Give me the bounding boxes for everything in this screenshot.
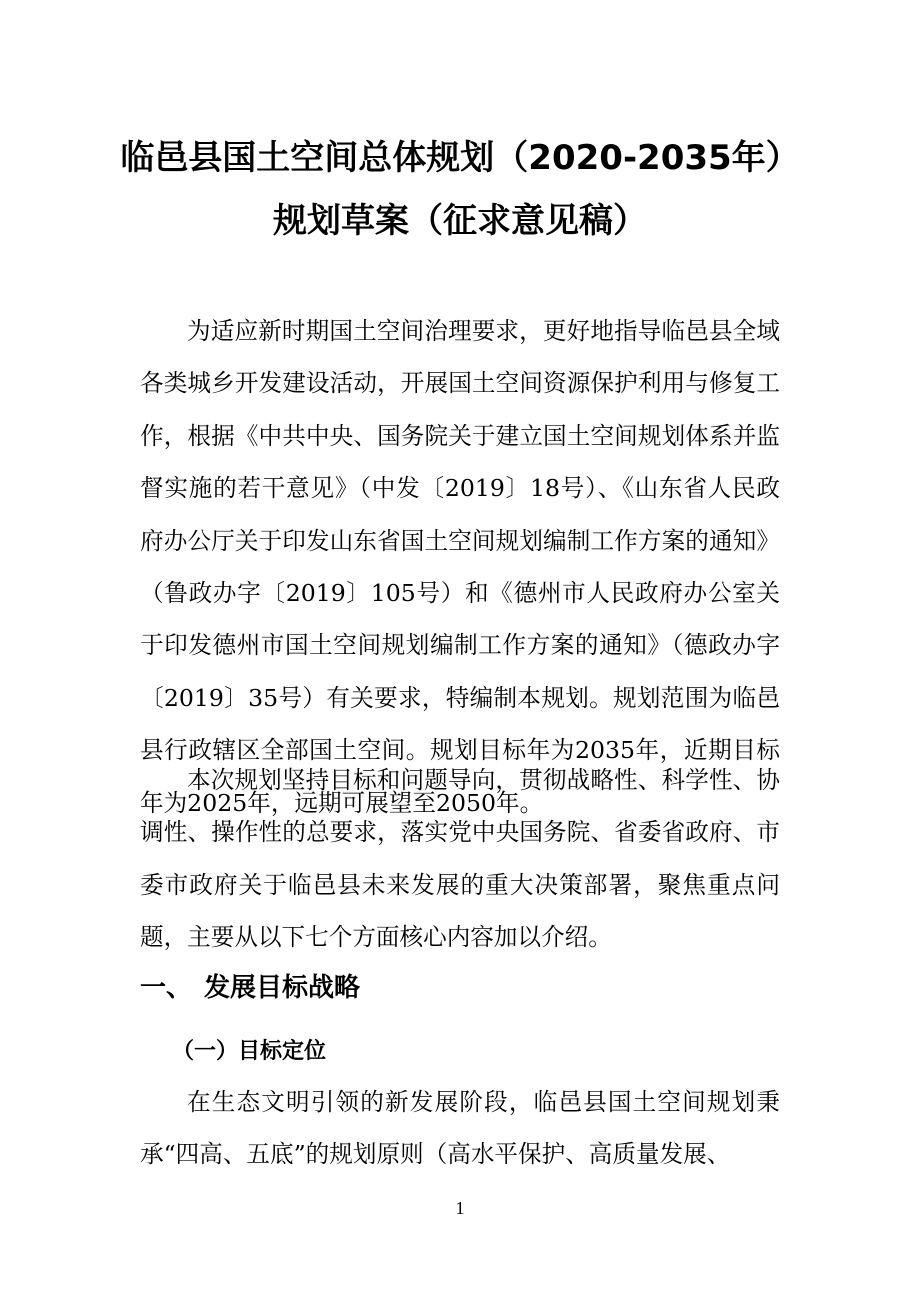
- document-title: 临邑县国土空间总体规划（2020-2035年）: [120, 138, 800, 178]
- subsection-heading: （一）目标定位: [172, 1039, 327, 1064]
- section-number: 一、: [140, 973, 193, 1003]
- summary-paragraph: 本次规划坚持目标和问题导向，贯彻战略性、科学性、协调性、操作性的总要求，落实党中央国务院、省委省政府、市委市政府关于临邑县未来发展的重大决策部署，聚焦重点问题，主要从以下七个方面核心内容加以介绍。: [140, 766, 780, 952]
- section-title: 发展目标战略: [204, 973, 361, 1003]
- section-heading: [140, 968, 360, 1008]
- page-number: 1: [455, 1198, 465, 1218]
- document-subtitle: 规划草案（征求意见稿）: [273, 201, 647, 241]
- body-paragraph: 在生态文明引领的新发展阶段，临邑县国土空间规划秉承“四高、五底”的规划原则（高水平保护、高质量发展、: [140, 1088, 780, 1169]
- intro-paragraph: 为适应新时期国土空间治理要求，更好地指导临邑县全域各类城乡开发建设活动，开展国土空间资源保护利用与修复工作，根据《中共中央、国务院关于建立国土空间规划体系并监督实施的若干意见》（中发〔2019〕18号）、《山东省人民政府办公厅关于印发山东省国土空间规划编制工作方案的通知》（鲁政办字〔2019〕105号）和《德州市人民政府办公室关于印发德州市国土空间规划编制工作方案的通知》（德政办字〔2019〕35号）有关要求，特编制本规划。规划范围为临邑县行政辖区全部国土空间。规划目标年为2035年，近期目标年为2025年，远期可展望至2050年。: [140, 317, 780, 817]
